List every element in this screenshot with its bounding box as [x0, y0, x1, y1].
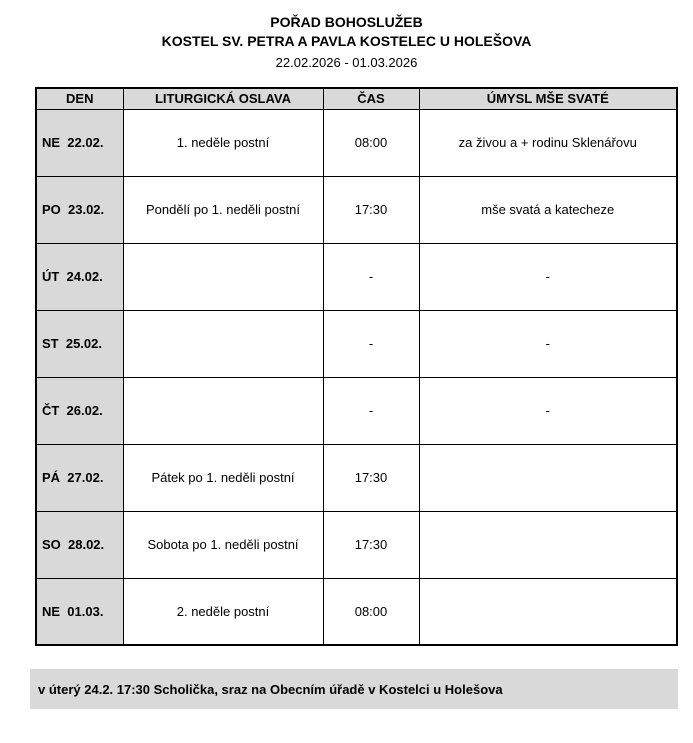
day-cell: ST 25.02.: [36, 310, 123, 377]
celebration-cell: 1. neděle postní: [123, 109, 323, 176]
day-cell: ÚT 24.02.: [36, 243, 123, 310]
celebration-cell: [123, 377, 323, 444]
page-subtitle: KOSTEL SV. PETRA A PAVLA KOSTELEC U HOLEŠOVA: [161, 33, 532, 49]
footer-note: [30, 669, 678, 709]
intention-cell: [419, 578, 677, 645]
table-row: [36, 176, 677, 243]
schedule-table: [35, 87, 678, 646]
time-cell: 17:30: [323, 176, 419, 243]
intention-cell: [419, 511, 677, 578]
column-header-cas: ČAS: [323, 88, 419, 109]
intention-cell: -: [419, 310, 677, 377]
time-cell: -: [323, 243, 419, 310]
celebration-cell: Sobota po 1. neděli postní: [123, 511, 323, 578]
celebration-cell: Pátek po 1. neděli postní: [123, 444, 323, 511]
day-cell: NE 01.03.: [36, 578, 123, 645]
table-row: [36, 578, 677, 645]
table-header: [36, 88, 677, 109]
table-row: [36, 511, 677, 578]
celebration-cell: Pondělí po 1. neděli postní: [123, 176, 323, 243]
time-cell: 17:30: [323, 511, 419, 578]
intention-cell: -: [419, 377, 677, 444]
time-cell: 08:00: [323, 109, 419, 176]
time-cell: -: [323, 377, 419, 444]
table-row: [36, 377, 677, 444]
day-cell: ČT 26.02.: [36, 377, 123, 444]
page-title: POŘAD BOHOSLUŽEB: [270, 14, 423, 30]
day-cell: SO 28.02.: [36, 511, 123, 578]
time-cell: 08:00: [323, 578, 419, 645]
table-row: [36, 444, 677, 511]
column-header-umysl: ÚMYSL MŠE SVATÉ: [419, 88, 677, 109]
table-body: [36, 109, 677, 645]
day-cell: NE 22.02.: [36, 109, 123, 176]
day-cell: PO 23.02.: [36, 176, 123, 243]
intention-cell: za živou a + rodinu Sklenářovu: [419, 109, 677, 176]
intention-cell: mše svatá a katecheze: [419, 176, 677, 243]
table-row: [36, 243, 677, 310]
column-header-liturgicka-oslava: LITURGICKÁ OSLAVA: [123, 88, 323, 109]
document-header: [0, 0, 693, 72]
date-range: 22.02.2026 - 01.03.2026: [275, 55, 418, 70]
intention-cell: [419, 444, 677, 511]
table-row: [36, 109, 677, 176]
column-header-den: DEN: [36, 88, 123, 109]
table-row: [36, 310, 677, 377]
celebration-cell: [123, 310, 323, 377]
intention-cell: -: [419, 243, 677, 310]
time-cell: 17:30: [323, 444, 419, 511]
celebration-cell: 2. neděle postní: [123, 578, 323, 645]
celebration-cell: [123, 243, 323, 310]
time-cell: -: [323, 310, 419, 377]
day-cell: PÁ 27.02.: [36, 444, 123, 511]
footer-note-text: v úterý 24.2. 17:30 Scholička, sraz na Obecním úřadě v Kostelci u Holešova: [38, 681, 503, 697]
header-row: [36, 88, 677, 109]
